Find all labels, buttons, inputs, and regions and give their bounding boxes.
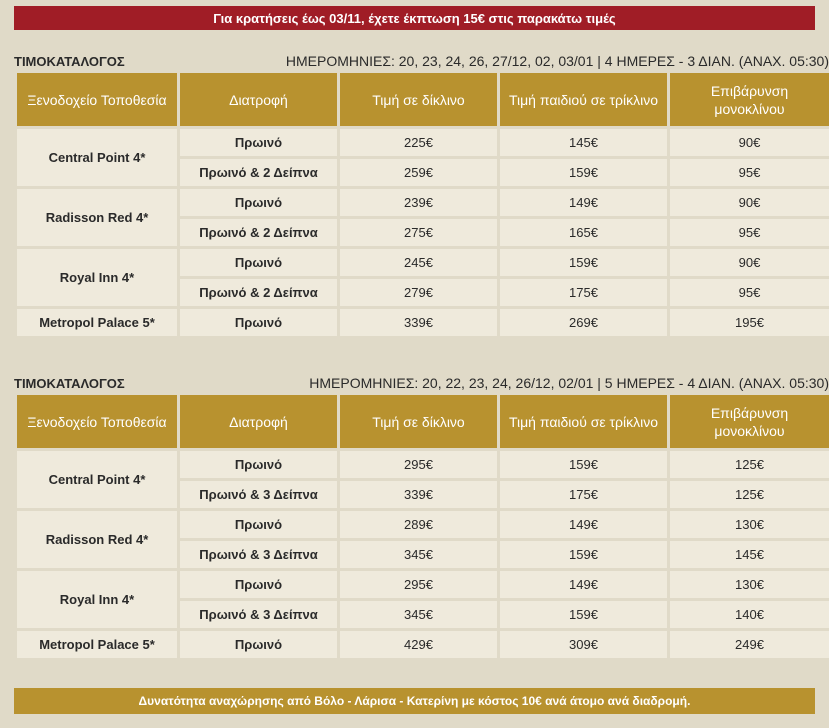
price-table-1 (14, 70, 829, 339)
price-child-triple: 145€ (499, 128, 669, 158)
col-header-single: Επιβάρυνση μονοκλίνου (669, 394, 829, 450)
hotel-name: Metropol Palace 5* (16, 630, 179, 660)
price-child-triple: 149€ (499, 188, 669, 218)
price-double: 239€ (339, 188, 499, 218)
section-header-2 (14, 374, 829, 392)
single-supplement: 90€ (669, 128, 829, 158)
hotel-name: Royal Inn 4* (16, 570, 179, 630)
single-supplement: 95€ (669, 278, 829, 308)
col-header-double: Τιμή σε δίκλινο (339, 72, 499, 128)
table-row (16, 570, 829, 600)
price-double: 225€ (339, 128, 499, 158)
table-header-row (16, 72, 829, 128)
price-double: 279€ (339, 278, 499, 308)
price-child-triple: 159€ (499, 158, 669, 188)
single-supplement: 95€ (669, 158, 829, 188)
price-child-triple: 159€ (499, 248, 669, 278)
hotel-name: Radisson Red 4* (16, 188, 179, 248)
single-supplement: 125€ (669, 480, 829, 510)
table-row (16, 128, 829, 158)
section-dates: ΗΜΕΡΟΜΗΝΙΕΣ: 20, 23, 24, 26, 27/12, 02, 03/01 | 4 ΗΜΕΡΕΣ - 3 ΔΙΑΝ. (ΑΝΑΧ. 05:30) (285, 53, 829, 69)
price-double: 345€ (339, 540, 499, 570)
table-row (16, 450, 829, 480)
meal-plan: Πρωινό (179, 188, 339, 218)
price-double: 339€ (339, 308, 499, 338)
single-supplement: 95€ (669, 218, 829, 248)
price-child-triple: 159€ (499, 540, 669, 570)
price-double: 295€ (339, 450, 499, 480)
meal-plan: Πρωινό (179, 450, 339, 480)
price-double: 339€ (339, 480, 499, 510)
single-supplement: 90€ (669, 188, 829, 218)
meal-plan: Πρωινό (179, 248, 339, 278)
price-child-triple: 149€ (499, 510, 669, 540)
meal-plan: Πρωινό & 3 Δείπνα (179, 480, 339, 510)
hotel-name: Central Point 4* (16, 128, 179, 188)
price-child-triple: 309€ (499, 630, 669, 660)
hotel-name: Central Point 4* (16, 450, 179, 510)
price-child-triple: 159€ (499, 600, 669, 630)
meal-plan: Πρωινό (179, 630, 339, 660)
meal-plan: Πρωινό (179, 510, 339, 540)
meal-plan: Πρωινό & 2 Δείπνα (179, 218, 339, 248)
discount-banner: Για κρατήσεις έως 03/11, έχετε έκπτωση 15€ στις παρακάτω τιμές (14, 6, 815, 30)
table-row (16, 630, 829, 660)
single-supplement: 140€ (669, 600, 829, 630)
col-header-hotel: Ξενοδοχείο Τοποθεσία (16, 394, 179, 450)
section-title: ΤΙΜΟΚΑΤΑΛΟΓΟΣ (14, 375, 125, 391)
price-child-triple: 159€ (499, 450, 669, 480)
single-supplement: 249€ (669, 630, 829, 660)
col-header-single: Επιβάρυνση μονοκλίνου (669, 72, 829, 128)
meal-plan: Πρωινό (179, 308, 339, 338)
single-supplement: 130€ (669, 570, 829, 600)
price-double: 295€ (339, 570, 499, 600)
section-header-1 (14, 52, 829, 70)
col-header-child: Τιμή παιδιού σε τρίκλινο (499, 394, 669, 450)
hotel-name: Metropol Palace 5* (16, 308, 179, 338)
table-row (16, 188, 829, 218)
price-double: 345€ (339, 600, 499, 630)
price-double: 275€ (339, 218, 499, 248)
table-row (16, 510, 829, 540)
price-double: 289€ (339, 510, 499, 540)
single-supplement: 195€ (669, 308, 829, 338)
col-header-child: Τιμή παιδιού σε τρίκλινο (499, 72, 669, 128)
price-child-triple: 149€ (499, 570, 669, 600)
col-header-double: Τιμή σε δίκλινο (339, 394, 499, 450)
single-supplement: 130€ (669, 510, 829, 540)
price-table-2 (14, 392, 829, 661)
single-supplement: 145€ (669, 540, 829, 570)
price-double: 429€ (339, 630, 499, 660)
meal-plan: Πρωινό (179, 570, 339, 600)
col-header-meal: Διατροφή (179, 394, 339, 450)
meal-plan: Πρωινό (179, 128, 339, 158)
hotel-name: Royal Inn 4* (16, 248, 179, 308)
meal-plan: Πρωινό & 2 Δείπνα (179, 158, 339, 188)
section-dates: ΗΜΕΡΟΜΗΝΙΕΣ: 20, 22, 23, 24, 26/12, 02/01 | 5 ΗΜΕΡΕΣ - 4 ΔΙΑΝ. (ΑΝΑΧ. 05:30) (309, 375, 829, 391)
table-row (16, 308, 829, 338)
price-child-triple: 175€ (499, 480, 669, 510)
meal-plan: Πρωινό & 3 Δείπνα (179, 600, 339, 630)
price-child-triple: 269€ (499, 308, 669, 338)
meal-plan: Πρωινό & 2 Δείπνα (179, 278, 339, 308)
table-row (16, 248, 829, 278)
hotel-name: Radisson Red 4* (16, 510, 179, 570)
single-supplement: 125€ (669, 450, 829, 480)
price-double: 259€ (339, 158, 499, 188)
col-header-meal: Διατροφή (179, 72, 339, 128)
meal-plan: Πρωινό & 3 Δείπνα (179, 540, 339, 570)
col-header-hotel: Ξενοδοχείο Τοποθεσία (16, 72, 179, 128)
departure-note: Δυνατότητα αναχώρησης από Βόλο - Λάρισα - Κατερίνη με κόστος 10€ ανά άτομο ανά διαδρομή. (14, 688, 815, 714)
single-supplement: 90€ (669, 248, 829, 278)
table-header-row (16, 394, 829, 450)
price-child-triple: 165€ (499, 218, 669, 248)
price-double: 245€ (339, 248, 499, 278)
price-child-triple: 175€ (499, 278, 669, 308)
section-title: ΤΙΜΟΚΑΤΑΛΟΓΟΣ (14, 53, 125, 69)
